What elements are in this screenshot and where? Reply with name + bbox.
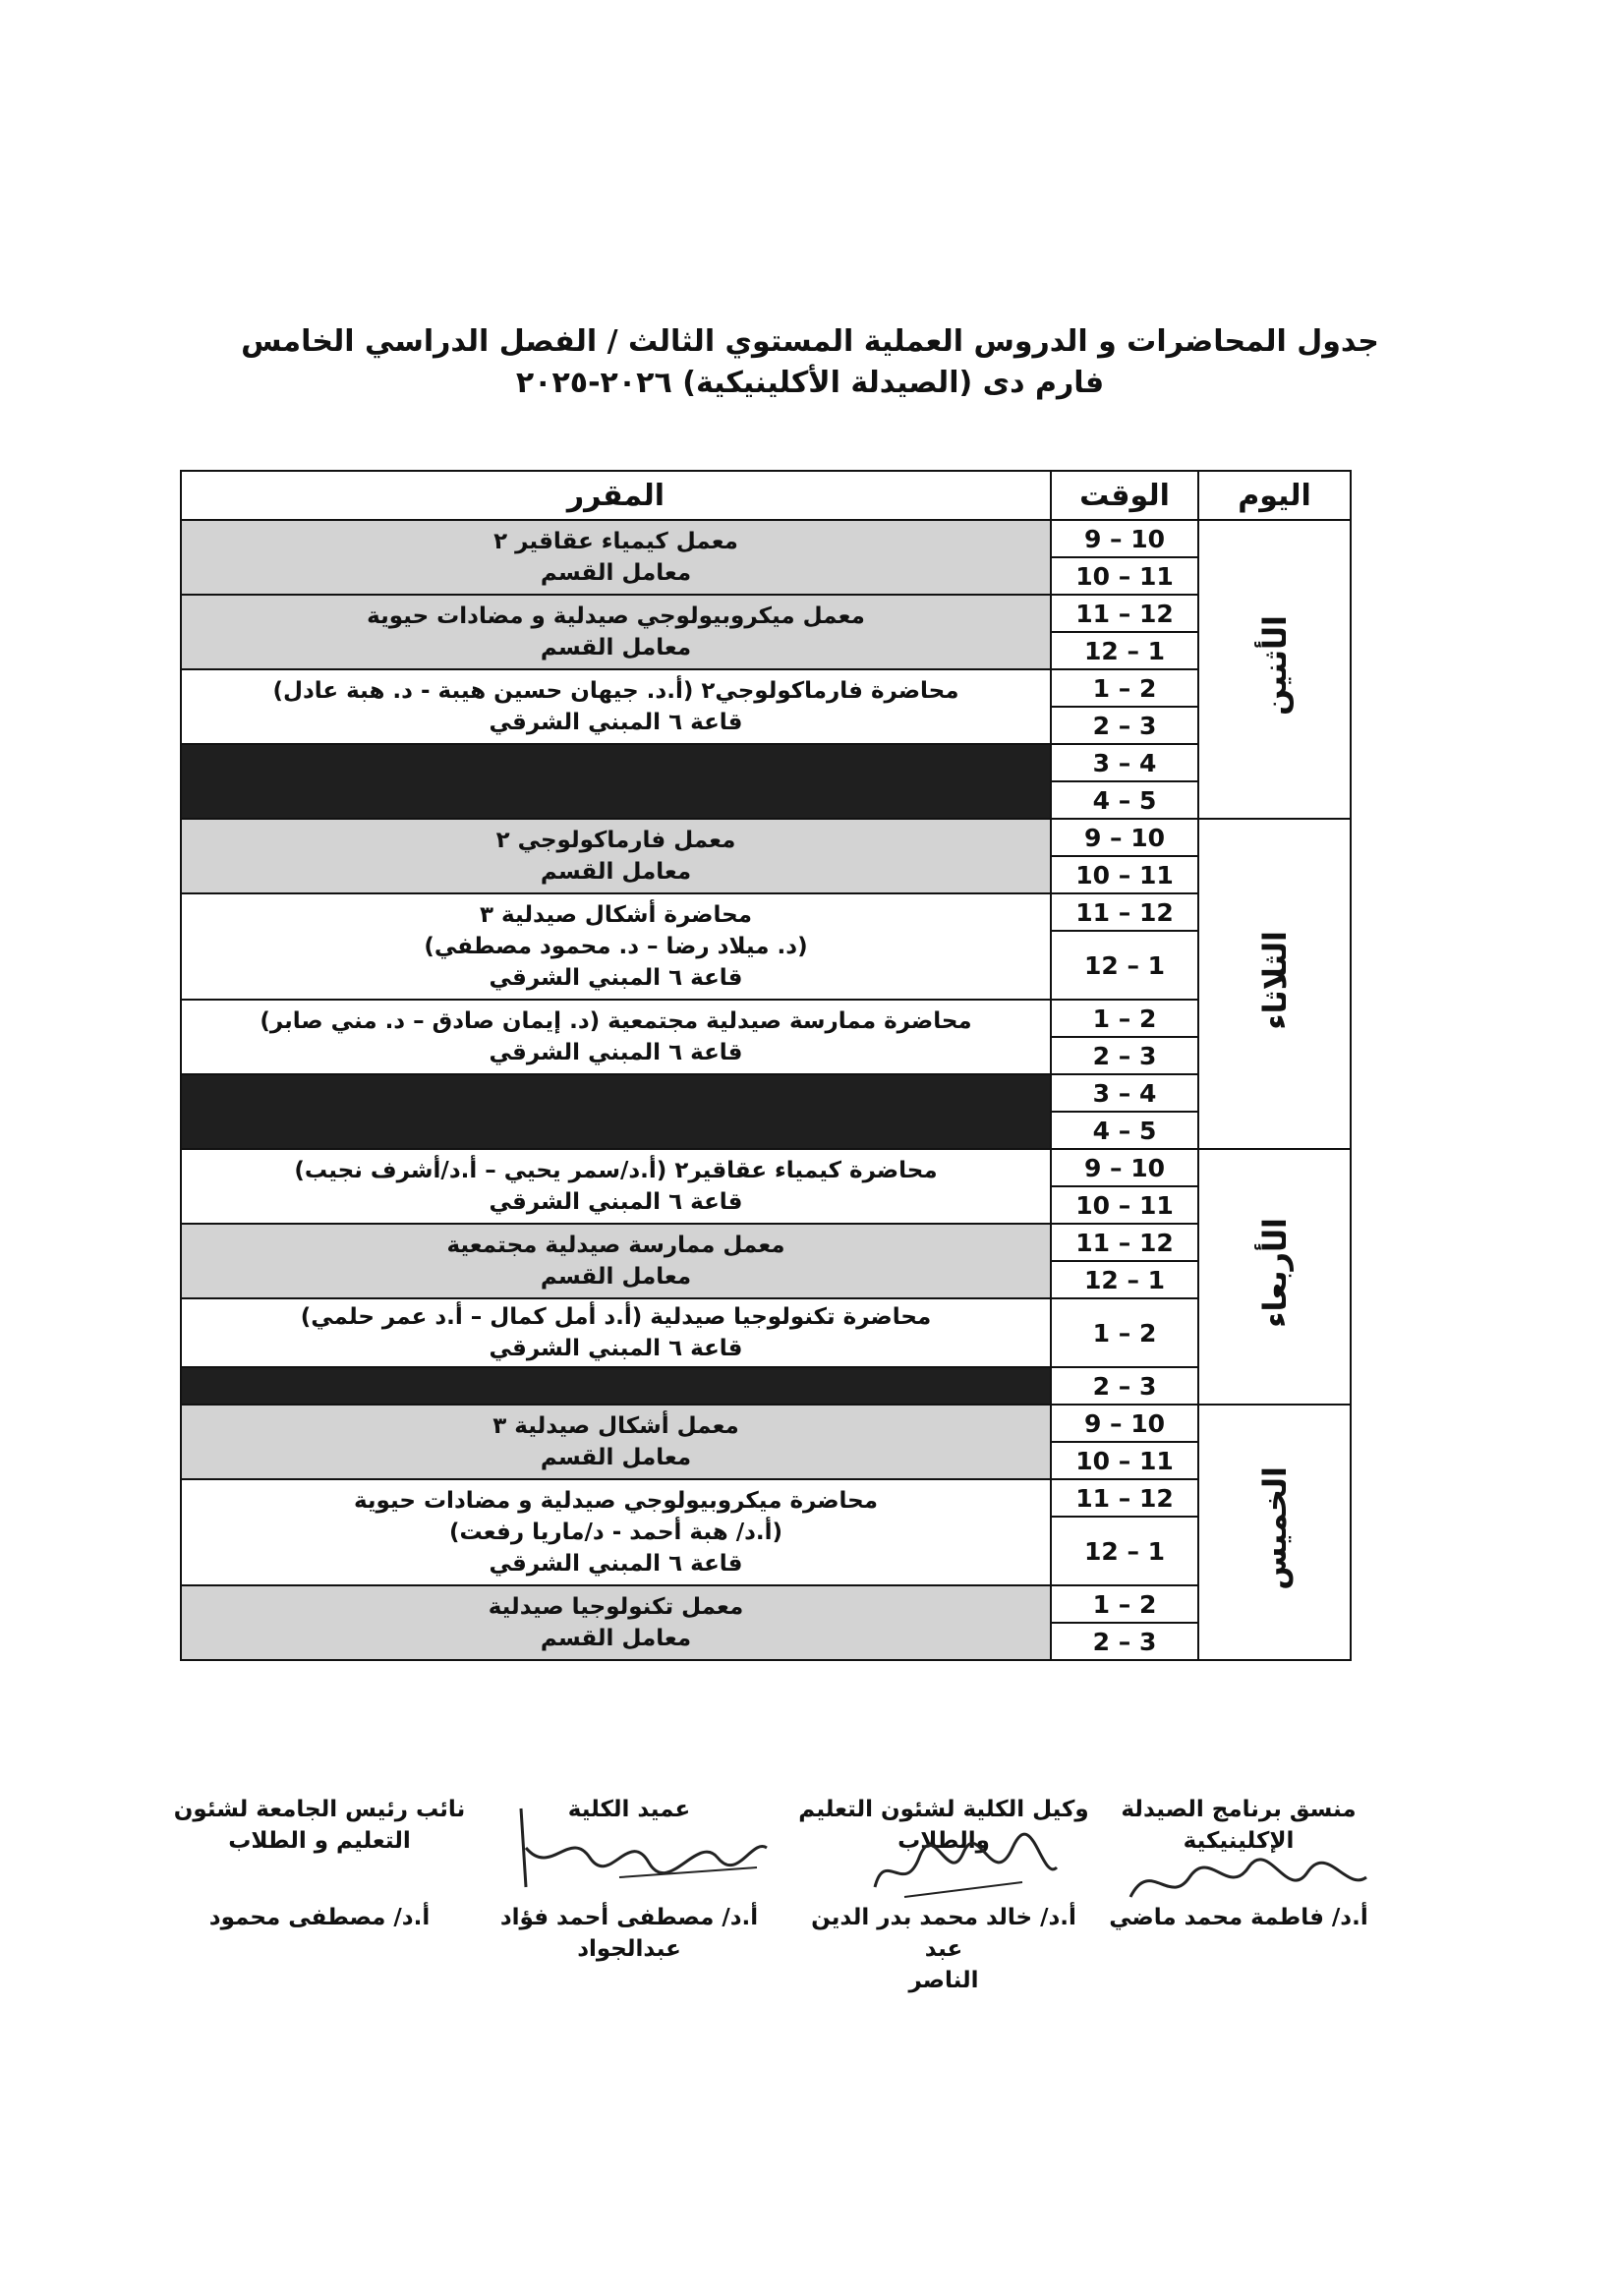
course-cell: معمل ميكروبيولوجي صيدلية و مضادات حيوية معامل القسم xyxy=(181,595,1051,669)
coordinator-name: أ.د/ فاطمة محمد ماضي xyxy=(1109,1905,1368,1930)
time-slot: 1 – 2 xyxy=(1051,1000,1198,1037)
time-slot: 2 – 3 xyxy=(1051,1037,1198,1074)
time-slot: 11 – 12 xyxy=(1051,1479,1198,1517)
time-slot: 11 – 12 xyxy=(1051,595,1198,632)
table-row xyxy=(181,819,1351,856)
table-row xyxy=(181,669,1351,707)
vice-dean-name: أ.د/ خالد محمد بدر الدين عبد xyxy=(811,1905,1076,1962)
time-slot: 2 – 3 xyxy=(1051,1367,1198,1405)
day-tuesday: الثلاثاء xyxy=(1198,819,1351,1149)
time-slot: 4 – 5 xyxy=(1051,781,1198,819)
table-row xyxy=(181,893,1351,931)
table-row xyxy=(181,595,1351,632)
vice-dean-name-line2: الناصر xyxy=(908,1968,979,1993)
table-row xyxy=(181,744,1351,781)
time-slot: 12 – 1 xyxy=(1051,632,1198,669)
table-row xyxy=(181,1074,1351,1112)
time-slot: 2 – 3 xyxy=(1051,707,1198,744)
schedule-table xyxy=(180,470,1352,1661)
empty-slot-cell xyxy=(181,1074,1051,1149)
course-cell: محاضرة ممارسة صيدلية مجتمعية (د. إيمان صادق – د. مني صابر) قاعة ٦ المبني الشرقي xyxy=(181,1000,1051,1074)
day-thursday: الخميس xyxy=(1198,1405,1351,1660)
time-slot: 12 – 1 xyxy=(1051,1517,1198,1585)
day-monday: الأثنين xyxy=(1198,520,1351,819)
table-row xyxy=(181,1405,1351,1442)
time-column-header: الوقت xyxy=(1051,471,1198,520)
time-slot: 1 – 2 xyxy=(1051,669,1198,707)
time-slot: 1 – 2 xyxy=(1051,1585,1198,1623)
time-slot: 10 – 11 xyxy=(1051,1186,1198,1224)
day-column-header: اليوم xyxy=(1198,471,1351,520)
vp-name: أ.د/ مصطفى محمود xyxy=(208,1905,431,1930)
time-slot: 1 – 2 xyxy=(1051,1298,1198,1367)
table-row xyxy=(181,1367,1351,1405)
time-slot: 3 – 4 xyxy=(1051,1074,1198,1112)
time-slot: 9 – 10 xyxy=(1051,819,1198,856)
time-slot: 10 – 11 xyxy=(1051,557,1198,595)
time-slot: 10 – 11 xyxy=(1051,1442,1198,1479)
table-row xyxy=(181,1479,1351,1517)
time-slot: 2 – 3 xyxy=(1051,1623,1198,1660)
course-column-header: المقرر xyxy=(181,471,1051,520)
course-cell: محاضرة أشكال صيدلية ٣ (د. ميلاد رضا – د. محمود مصطفي) قاعة ٦ المبني الشرقي xyxy=(181,893,1051,1000)
time-slot: 9 – 10 xyxy=(1051,1405,1198,1442)
time-slot: 12 – 1 xyxy=(1051,931,1198,1000)
table-row xyxy=(181,1149,1351,1186)
table-row xyxy=(181,1298,1351,1367)
table-row xyxy=(181,1224,1351,1261)
course-cell: معمل تكنولوجيا صيدلية معامل القسم xyxy=(181,1585,1051,1660)
vice-dean-signature-icon xyxy=(865,1828,1062,1907)
day-wednesday: الأربعاء xyxy=(1198,1149,1351,1405)
course-cell: محاضرة فارماكولوجي٢ (أ.د. جيهان حسين هيبة - د. هبة عادل) قاعة ٦ المبني الشرقي xyxy=(181,669,1051,744)
time-slot: 10 – 11 xyxy=(1051,856,1198,893)
course-cell: محاضرة تكنولوجيا صيدلية (أ.د أمل كمال – أ.د عمر حلمي) قاعة ٦ المبني الشرقي xyxy=(181,1298,1051,1367)
coordinator-role: منسق برنامج الصيدلة xyxy=(1121,1797,1357,1822)
coordinator-role-line2: الإكلينيكية xyxy=(1183,1828,1295,1854)
course-cell: محاضرة ميكروبيولوجي صيدلية و مضادات حيوية (أ.د/ هبة أحمد - د/ماريا رفعت) قاعة ٦ المبني الشرقي xyxy=(181,1479,1051,1585)
schedule-title: جدول المحاضرات و الدروس العملية المستوي الثالث / الفصل الدراسي الخامس xyxy=(241,324,1379,359)
dean-role: عميد الكلية xyxy=(567,1797,691,1822)
table-row xyxy=(181,1000,1351,1037)
course-cell: معمل أشكال صيدلية ٣ معامل القسم xyxy=(181,1405,1051,1479)
empty-slot-cell xyxy=(181,744,1051,819)
vice-dean-role: وكيل الكلية لشئون التعليم xyxy=(798,1797,1089,1822)
time-slot: 9 – 10 xyxy=(1051,1149,1198,1186)
time-slot: 12 – 1 xyxy=(1051,1261,1198,1298)
time-slot: 4 – 5 xyxy=(1051,1112,1198,1149)
vice-dean-role-line2: والطلاب xyxy=(897,1828,990,1854)
course-cell: معمل ممارسة صيدلية مجتمعية معامل القسم xyxy=(181,1224,1051,1298)
course-cell: محاضرة كيمياء عقاقير٢ (أ.د/سمر يحيي – أ.د/أشرف نجيب) قاعة ٦ المبني الشرقي xyxy=(181,1149,1051,1224)
table-row xyxy=(181,520,1351,557)
dean-name-line2: عبدالجواد xyxy=(577,1936,681,1962)
empty-slot-cell xyxy=(181,1367,1051,1405)
course-cell: معمل فارماكولوجي ٢ معامل القسم xyxy=(181,819,1051,893)
table-row xyxy=(181,1585,1351,1623)
time-slot: 11 – 12 xyxy=(1051,893,1198,931)
course-cell: معمل كيمياء عقاقير ٢ معامل القسم xyxy=(181,520,1051,595)
time-slot: 9 – 10 xyxy=(1051,520,1198,557)
vp-role-line2: التعليم و الطلاب xyxy=(228,1828,411,1854)
table-header-row xyxy=(181,471,1351,520)
time-slot: 11 – 12 xyxy=(1051,1224,1198,1261)
dean-name: أ.د/ مصطفى أحمد فؤاد xyxy=(499,1905,759,1930)
signature-vice-president xyxy=(162,1794,477,1933)
dean-signature-icon xyxy=(501,1789,777,1897)
vp-role: نائب رئيس الجامعة لشئون xyxy=(173,1797,466,1822)
time-slot: 3 – 4 xyxy=(1051,744,1198,781)
schedule-subtitle: فارم دى (الصيدلة الأكلينيكية) ٢٠٢٦-٢٠٢٥ xyxy=(515,366,1105,400)
coordinator-signature-icon xyxy=(1121,1848,1376,1917)
